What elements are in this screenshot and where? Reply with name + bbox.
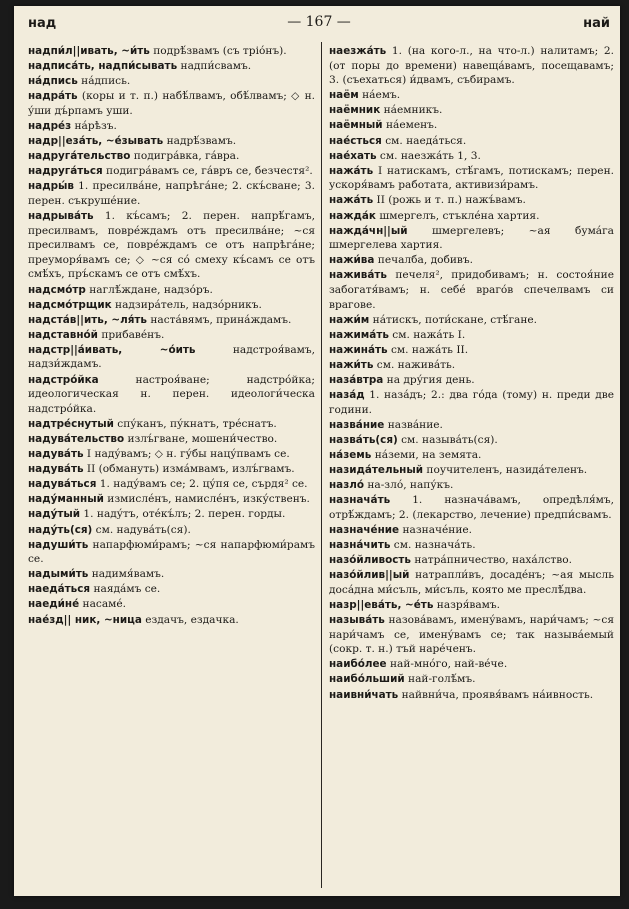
entry-headword: надсмо́трщик [28, 298, 112, 311]
dictionary-entry [28, 313, 315, 328]
entry-definition: надимя́вамъ. [88, 568, 165, 581]
entry-headword: надува́ть [28, 463, 84, 476]
dictionary-entry [28, 328, 315, 343]
dictionary-entry [28, 567, 315, 582]
entry-headword: надсмо́тр [28, 283, 86, 296]
page-header [28, 14, 610, 36]
entry-headword: наибо́льший [329, 673, 405, 686]
entry-definition: насаме́. [79, 598, 127, 611]
entry-headword: нажи́м [329, 313, 370, 326]
entry-headword: на́дпись [28, 75, 78, 88]
entry-definition: измисле́нъ, намисле́нъ, изку́ственъ. [103, 493, 310, 506]
page-number: — 167 — [287, 14, 351, 30]
dictionary-entry [329, 253, 614, 268]
dictionary-entry [28, 164, 315, 179]
entry-definition: надпи́свамъ. [177, 60, 252, 73]
entry-headword: назо́йлив||ый [329, 569, 410, 582]
dictionary-entry [329, 433, 614, 448]
dictionary-entry [329, 88, 614, 103]
dictionary-entry [329, 598, 614, 613]
entry-headword: надпи́л||ивать, ~и́ть [28, 45, 150, 57]
dictionary-entry [28, 119, 315, 134]
entry-headword: нажима́ть [329, 328, 389, 341]
entry-headword: назначе́ние [329, 524, 400, 536]
entry-headword: наза́д [329, 389, 365, 402]
entry-definition: на́еменъ. [382, 119, 438, 132]
entry-definition: напарфюми́рамъ; ~ся напарфюми́рамъ се. [28, 538, 315, 566]
entry-definition: най-голѣ́мъ. [404, 673, 476, 686]
dictionary-entry [28, 447, 315, 462]
dictionary-entry [329, 553, 614, 568]
entry-definition: 1. наза́дъ; 2.: два го́да (тому) н. преди две години. [329, 389, 614, 416]
entry-headword: нае́хать [329, 149, 377, 162]
entry-definition: на дру́гия день. [383, 374, 475, 387]
dictionary-entry [329, 313, 614, 328]
entry-definition: надзира́тель, надзо́рникъ. [111, 298, 262, 311]
entry-headword: надписа́ть, надпи́сывать [28, 60, 178, 73]
entry-headword: надр||еза́ть, ~е́зывать [28, 135, 164, 148]
dictionary-entry [329, 538, 614, 553]
entry-definition: см. нажа́ть I. [388, 328, 466, 341]
entry-headword: наивни́чать [329, 688, 399, 701]
dictionary-entry [329, 118, 614, 133]
dictionary-entry [28, 597, 315, 612]
entry-headword: надува́ть [28, 448, 84, 461]
entry-headword: наём [329, 89, 359, 102]
dictionary-entry [329, 448, 614, 463]
entry-headword: нажина́ть [329, 343, 388, 356]
entry-definition: 1. къ́самъ; 2. перен. напрѣ́гамъ, пресилвамъ, повре́ждамъ отъ пресилва́не; ~ся пресилвамъ се, повре́ждамъ се отъ напрѣга́не; преуморя́вамъ се; ◇ ~ся со́ смеху къ́самъ се отъ смѣ́хъ, пръ́скамъ се отъ смѣ́хъ. [28, 210, 315, 281]
dictionary-entry [28, 417, 315, 432]
entry-definition: I наду́вамъ; ◇ н. гу́бы нацу́пвамъ се. [83, 448, 290, 461]
entry-headword: назр||ева́ть, ~е́ть [329, 598, 434, 611]
dictionary-entry [329, 44, 614, 88]
dictionary-entry [329, 224, 614, 253]
dictionary-entry [329, 209, 614, 224]
entry-definition: ездачъ, ездачка. [141, 613, 239, 626]
entry-definition: II (обмануть) изма́мвамъ, излъ́гвамъ. [83, 463, 295, 476]
entry-definition: наяда́мъ се. [90, 583, 161, 596]
entry-definition: I натискамъ, стѣ́гамъ, потискамъ; перен. ускоря́вамъ работата, активизи́рамъ. [329, 164, 614, 192]
dictionary-entry [28, 613, 315, 628]
entry-definition: II (рожь и т. п.) нажъ́вамъ. [373, 194, 526, 207]
entry-headword: надува́ться [28, 478, 97, 491]
entry-headword: надруга́ться [28, 165, 103, 178]
entry-definition: на́земи, на земята. [371, 449, 482, 462]
dictionary-entry [329, 388, 614, 417]
entry-definition: см. наеда́ться. [381, 134, 467, 147]
dictionary-entry [329, 358, 614, 373]
dictionary-entry [329, 149, 614, 164]
entry-headword: надра́ть [28, 90, 78, 103]
entry-headword: на́земь [329, 449, 372, 462]
dictionary-entry [28, 44, 315, 59]
entry-headword: назва́ть(ся) [329, 433, 398, 446]
dictionary-entry [329, 193, 614, 208]
dictionary-entry [329, 657, 614, 672]
dictionary-entry [28, 74, 315, 89]
entry-definition: спу́канъ, пу́кнатъ, тре́снатъ. [113, 417, 277, 430]
entry-headword: надтре́снутый [28, 417, 114, 430]
entry-definition: на-зло́, напу́къ. [363, 479, 454, 492]
entry-definition: най-мно́го, най-ве́че. [386, 658, 508, 671]
entry-definition: 1. наду́тъ, оте́къ́лъ; 2. перен. горды. [80, 508, 286, 521]
entry-definition: (коры и т. п.) набѣ́лвамъ, обѣ́лвамъ; ◇ н. у́ши дъ́рпамъ уши. [28, 90, 315, 117]
dictionary-entry [28, 89, 315, 118]
dictionary-entry [28, 492, 315, 507]
dictionary-entry [28, 149, 315, 164]
dictionary-entry [28, 179, 315, 208]
entry-headword: наёмник [329, 104, 381, 117]
dictionary-entry [329, 418, 614, 433]
right-column [329, 44, 614, 703]
column-divider [321, 42, 322, 888]
entry-definition: 1. назнача́вамъ, опредѣля́мъ, отрѣ́ждамъ; 2. (лекарство, лечение) предпи́свамъ. [329, 494, 614, 521]
entry-headword: надруга́тельство [28, 150, 131, 163]
entry-definition: см. называ́ть(ся). [397, 433, 498, 446]
dictionary-entry [329, 493, 614, 522]
entry-definition: 1. наду́вамъ се; 2. цу́пя се, сърдя² се. [96, 478, 308, 491]
entry-headword: называ́ть [329, 614, 385, 627]
dictionary-entry [329, 568, 614, 597]
entry-headword: надыми́ть [28, 568, 89, 581]
dictionary-entry [28, 283, 315, 298]
entry-definition: наста́вямъ, прина́ждамъ. [146, 313, 292, 326]
entry-headword: нажи́ть [329, 358, 374, 371]
entry-definition: на́рѣзъ. [71, 119, 117, 132]
entry-headword: надстр||а́ивать, ~о́ить [28, 343, 196, 356]
entry-headword: нажива́ть [329, 269, 387, 282]
entry-definition: на́емъ. [358, 89, 401, 102]
entry-headword: наду́ть(ся) [28, 523, 93, 536]
entry-definition: подигра́вамъ се, га́връ се, безчестя². [102, 165, 313, 178]
dictionary-entry [28, 432, 315, 447]
entry-definition: настроя́ване; надстро́йка; идеологическая н. перен. идеологи́ческа надстро́йка. [28, 373, 315, 415]
entry-definition: см. надува́ть(ся). [92, 523, 191, 536]
dictionary-entry [329, 343, 614, 358]
entry-headword: надставно́й [28, 328, 98, 341]
entry-headword: нае́зд|| ник, ~ница [28, 613, 142, 626]
dictionary-entry [28, 582, 315, 597]
dictionary-entry [329, 523, 614, 538]
entry-definition: излъ́гване, мошени́чество. [124, 432, 278, 445]
entry-headword: назида́тельный [329, 464, 424, 477]
dictionary-entry [28, 538, 315, 567]
dictionary-entry [28, 523, 315, 538]
entry-headword: назва́ние [329, 418, 385, 431]
entry-definition: натра́пничество, наха́лство. [411, 554, 572, 567]
entry-definition: см. наезжа́ть 1, 3. [376, 149, 481, 162]
entry-definition: шмергелъ, стъкле́на хартия. [376, 209, 540, 222]
header-left-guide-word: над [28, 16, 57, 31]
left-column [28, 44, 315, 628]
header-right-guide-word: най [583, 16, 610, 31]
entry-headword: наеди́не́ [28, 598, 80, 611]
dictionary-entry [28, 343, 315, 372]
entry-headword: назнача́ть [329, 494, 391, 507]
entry-headword: надува́тельство [28, 432, 125, 445]
dictionary-entry [329, 688, 614, 703]
entry-headword: нажи́ва [329, 254, 375, 267]
entry-definition: подигра́вка, га́вра. [130, 150, 240, 163]
dictionary-entry [28, 134, 315, 149]
entry-definition: печалба, добивъ. [374, 254, 473, 267]
dictionary-entry [28, 373, 315, 417]
entry-headword: надрыва́ть [28, 210, 94, 223]
entry-headword: наеда́ться [28, 583, 91, 596]
dictionary-entry [329, 478, 614, 493]
entry-headword: наёмный [329, 119, 383, 132]
entry-definition: на́тискъ, поти́скане, стѣ́гане. [369, 313, 538, 326]
entry-headword: назо́йливость [329, 554, 412, 567]
entry-definition: шмергелевъ; ~ая бума́га шмергелева хартия. [329, 224, 614, 252]
dictionary-page [14, 6, 620, 896]
entry-headword: наду́тый [28, 508, 81, 521]
entry-definition: наглѣ́ждане, надзо́ръ. [85, 283, 213, 296]
entry-definition: назря́вамъ. [433, 598, 501, 611]
dictionary-entry [329, 463, 614, 478]
dictionary-entry [329, 328, 614, 343]
entry-definition: на́дпись. [77, 75, 131, 88]
entry-definition: прибаве́нъ. [97, 328, 165, 341]
entry-headword: нажда́чн||ый [329, 224, 408, 237]
entry-definition: 1. пресилва́не, напрѣга́не; 2. скъ́сване; 3. перен. съкруше́ние. [28, 180, 315, 207]
entry-definition: см. нажа́ть II. [387, 343, 469, 356]
entry-headword: нажда́к [329, 209, 376, 222]
entry-definition: подрѣ́звамъ (съ тріо́нъ). [149, 45, 287, 57]
entry-definition: 1. (на кого-л., на что-л.) налитамъ; 2. (от поры до времени) навеща́вамъ, посещавамъ; 3. (съехаться) и́двамъ, събирамъ. [329, 45, 614, 87]
entry-headword: надста́в||ить, ~ля́ть [28, 313, 147, 326]
dictionary-entry [28, 298, 315, 313]
entry-definition: надрѣ́звамъ. [163, 135, 237, 148]
entry-definition: см. назнача́ть. [390, 539, 476, 552]
dictionary-entry [28, 477, 315, 492]
entry-headword: нажа́ть [329, 194, 374, 207]
entry-headword: надре́з [28, 119, 72, 132]
entry-definition: назначе́ние. [399, 524, 473, 536]
dictionary-entry [329, 613, 614, 657]
entry-headword: надуши́ть [28, 538, 89, 551]
entry-headword: назло́ [329, 479, 364, 492]
dictionary-entry [329, 373, 614, 388]
entry-headword: назна́чить [329, 539, 391, 552]
entry-definition: назва́ние. [384, 418, 443, 431]
entry-definition: найвни́ча, проявя́вамъ на́ивность. [398, 688, 594, 701]
dictionary-entry [329, 134, 614, 149]
entry-headword: наду́манный [28, 493, 104, 506]
entry-headword: наибо́лее [329, 658, 387, 671]
entry-definition: надстроя́вамъ, надзи́ждамъ. [28, 343, 316, 371]
entry-definition: поучителенъ, назида́теленъ. [423, 464, 588, 477]
entry-headword: наезжа́ть [329, 45, 387, 57]
dictionary-entry [329, 103, 614, 118]
entry-definition: см. нажива́ть. [373, 358, 456, 371]
entry-headword: надры́в [28, 180, 74, 193]
entry-headword: наза́втра [329, 374, 384, 387]
entry-headword: нае́сться [329, 134, 382, 147]
entry-headword: надстро́йка [28, 373, 99, 386]
entry-definition: печеля², придобивамъ; н. состоя́ние забогатя́вамъ; н. себе́ враго́в спечелвамъ си врагове. [329, 269, 614, 311]
entry-definition: натрапли́въ, досаде́нъ; ~ая мысль доса́дна ми́съль, ми́съль, която ме преслѣ́два. [329, 569, 614, 596]
dictionary-entry [28, 59, 315, 74]
dictionary-entry [28, 209, 315, 282]
dictionary-entry [329, 164, 614, 193]
dictionary-entry [329, 672, 614, 687]
dictionary-entry [329, 268, 614, 312]
entry-headword: нажа́ть [329, 164, 374, 177]
dictionary-entry [28, 462, 315, 477]
dictionary-entry [28, 507, 315, 522]
entry-definition: на́емникъ. [380, 104, 443, 117]
entry-definition: назова́вамъ, имену́вамъ, нари́чамъ; ~ся нари́чамъ се, имену́вамъ се; так называ́емый (сокр. т. н.) тъй наре́ченъ. [329, 614, 614, 656]
